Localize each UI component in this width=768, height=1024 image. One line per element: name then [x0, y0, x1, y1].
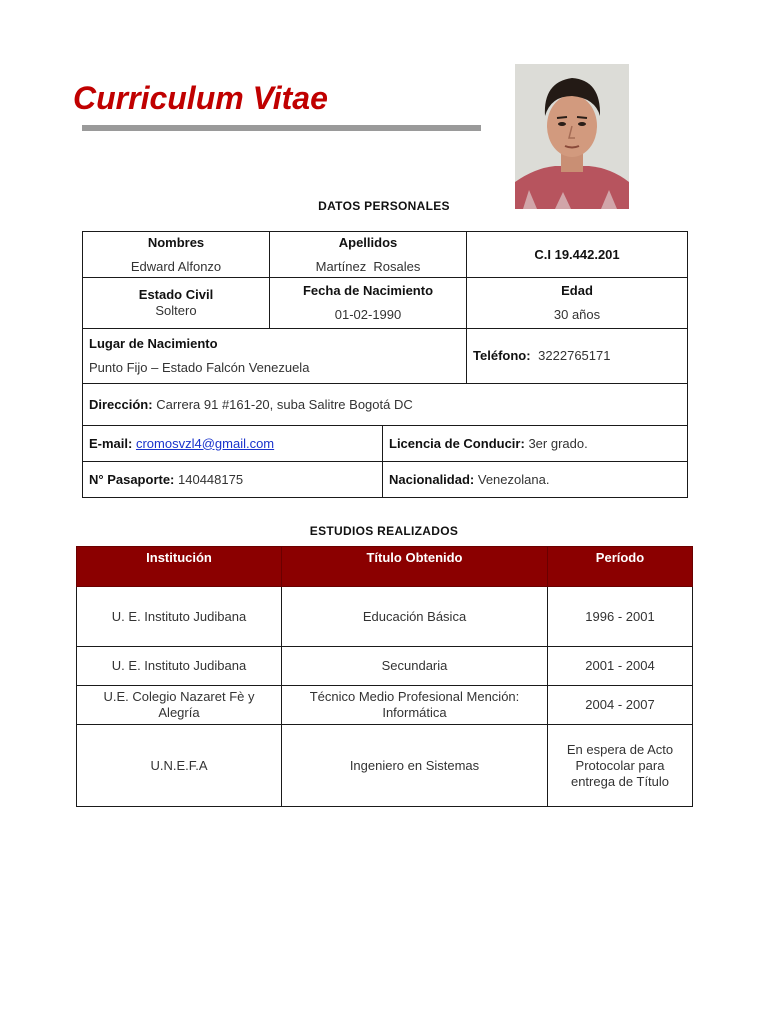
- edad-label: Edad: [561, 283, 593, 298]
- nombres-value: Edward Alfonzo: [130, 258, 222, 274]
- pasaporte-cell: [83, 462, 383, 498]
- table-row: [83, 329, 688, 384]
- period-cell: 2004 - 2007: [548, 686, 693, 725]
- lugar-nacimiento-label: Lugar de Nacimiento: [89, 336, 218, 351]
- direccion-label: Dirección:: [89, 396, 153, 412]
- email-link[interactable]: cromosvzl4@gmail.com: [135, 435, 275, 451]
- table-row: [77, 647, 693, 686]
- apellidos-value: Martínez Rosales: [315, 258, 421, 274]
- page-title: Curriculum Vitae: [73, 80, 328, 116]
- telefono-label: Teléfono:: [473, 348, 531, 363]
- nombres-label: Nombres: [147, 234, 205, 250]
- telefono-value: 3222765171: [538, 348, 611, 363]
- licencia-value: 3er grado.: [528, 435, 588, 451]
- person-portrait-icon: [515, 64, 629, 209]
- table-row: [77, 587, 693, 647]
- apellidos-cell: [270, 232, 467, 278]
- nacionalidad-label: Nacionalidad:: [389, 471, 475, 487]
- institution-cell: U.E. Colegio Nazaret Fè y Alegría: [77, 686, 282, 725]
- period-cell: 1996 - 2001: [548, 587, 693, 647]
- telefono-cell: [467, 329, 688, 384]
- lugar-nacimiento-value: Punto Fijo – Estado Falcón Venezuela: [89, 360, 310, 375]
- institution-cell: U. E. Instituto Judibana: [77, 587, 282, 647]
- section-heading-personal: DATOS PERSONALES: [318, 199, 450, 213]
- edad-cell: [467, 278, 688, 329]
- pasaporte-value: 140448175: [178, 471, 244, 487]
- direccion-cell: [83, 384, 688, 426]
- edad-value: 30 años: [553, 307, 601, 322]
- personal-data-table: [82, 231, 688, 498]
- nacionalidad-cell: [383, 462, 688, 498]
- table-row: [83, 278, 688, 329]
- degree-cell: Secundaria: [282, 647, 548, 686]
- degree-cell: Ingeniero en Sistemas: [282, 725, 548, 807]
- title-underline: [82, 125, 481, 131]
- portrait-illustration: [515, 64, 629, 209]
- table-row: [83, 462, 688, 498]
- table-row: [77, 686, 693, 725]
- table-row: [83, 384, 688, 426]
- section-heading-education: ESTUDIOS REALIZADOS: [309, 524, 459, 538]
- fecha-nacimiento-label: Fecha de Nacimiento: [302, 283, 434, 298]
- degree-cell: Técnico Medio Profesional Mención: Informática: [282, 686, 548, 725]
- lugar-nacimiento-cell: [83, 329, 467, 384]
- column-header: Título Obtenido: [282, 547, 548, 587]
- education-table: [76, 546, 693, 807]
- direccion-value: Carrera 91 #161-20, suba Salitre Bogotá DC: [156, 396, 413, 412]
- licencia-label: Licencia de Conducir:: [389, 435, 525, 451]
- nacionalidad-value: Venezolana.: [477, 471, 550, 487]
- fecha-nacimiento-cell: [270, 278, 467, 329]
- ci-cell: C.I 19.442.201: [467, 232, 688, 278]
- degree-cell: Educación Básica: [282, 587, 548, 647]
- estado-civil-cell: [83, 278, 270, 329]
- estado-civil-value: Soltero: [155, 303, 197, 318]
- table-row: [83, 426, 688, 462]
- period-cell: En espera de Acto Protocolar para entrega de Título: [548, 725, 693, 807]
- institution-cell: U. E. Instituto Judibana: [77, 647, 282, 686]
- email-cell: [83, 426, 383, 462]
- institution-cell: U.N.E.F.A: [77, 725, 282, 807]
- period-cell: 2001 - 2004: [548, 647, 693, 686]
- licencia-cell: [383, 426, 688, 462]
- fecha-nacimiento-value: 01-02-1990: [334, 307, 402, 322]
- table-header-row: [77, 547, 693, 587]
- column-header: Institución: [77, 547, 282, 587]
- pasaporte-label: N° Pasaporte:: [89, 471, 175, 487]
- table-row: [83, 232, 688, 278]
- apellidos-label: Apellidos: [338, 234, 398, 250]
- nombres-cell: [83, 232, 270, 278]
- column-header: Período: [548, 547, 693, 587]
- estado-civil-label: Estado Civil: [138, 287, 214, 302]
- table-row: [77, 725, 693, 807]
- email-label: E-mail:: [89, 435, 133, 451]
